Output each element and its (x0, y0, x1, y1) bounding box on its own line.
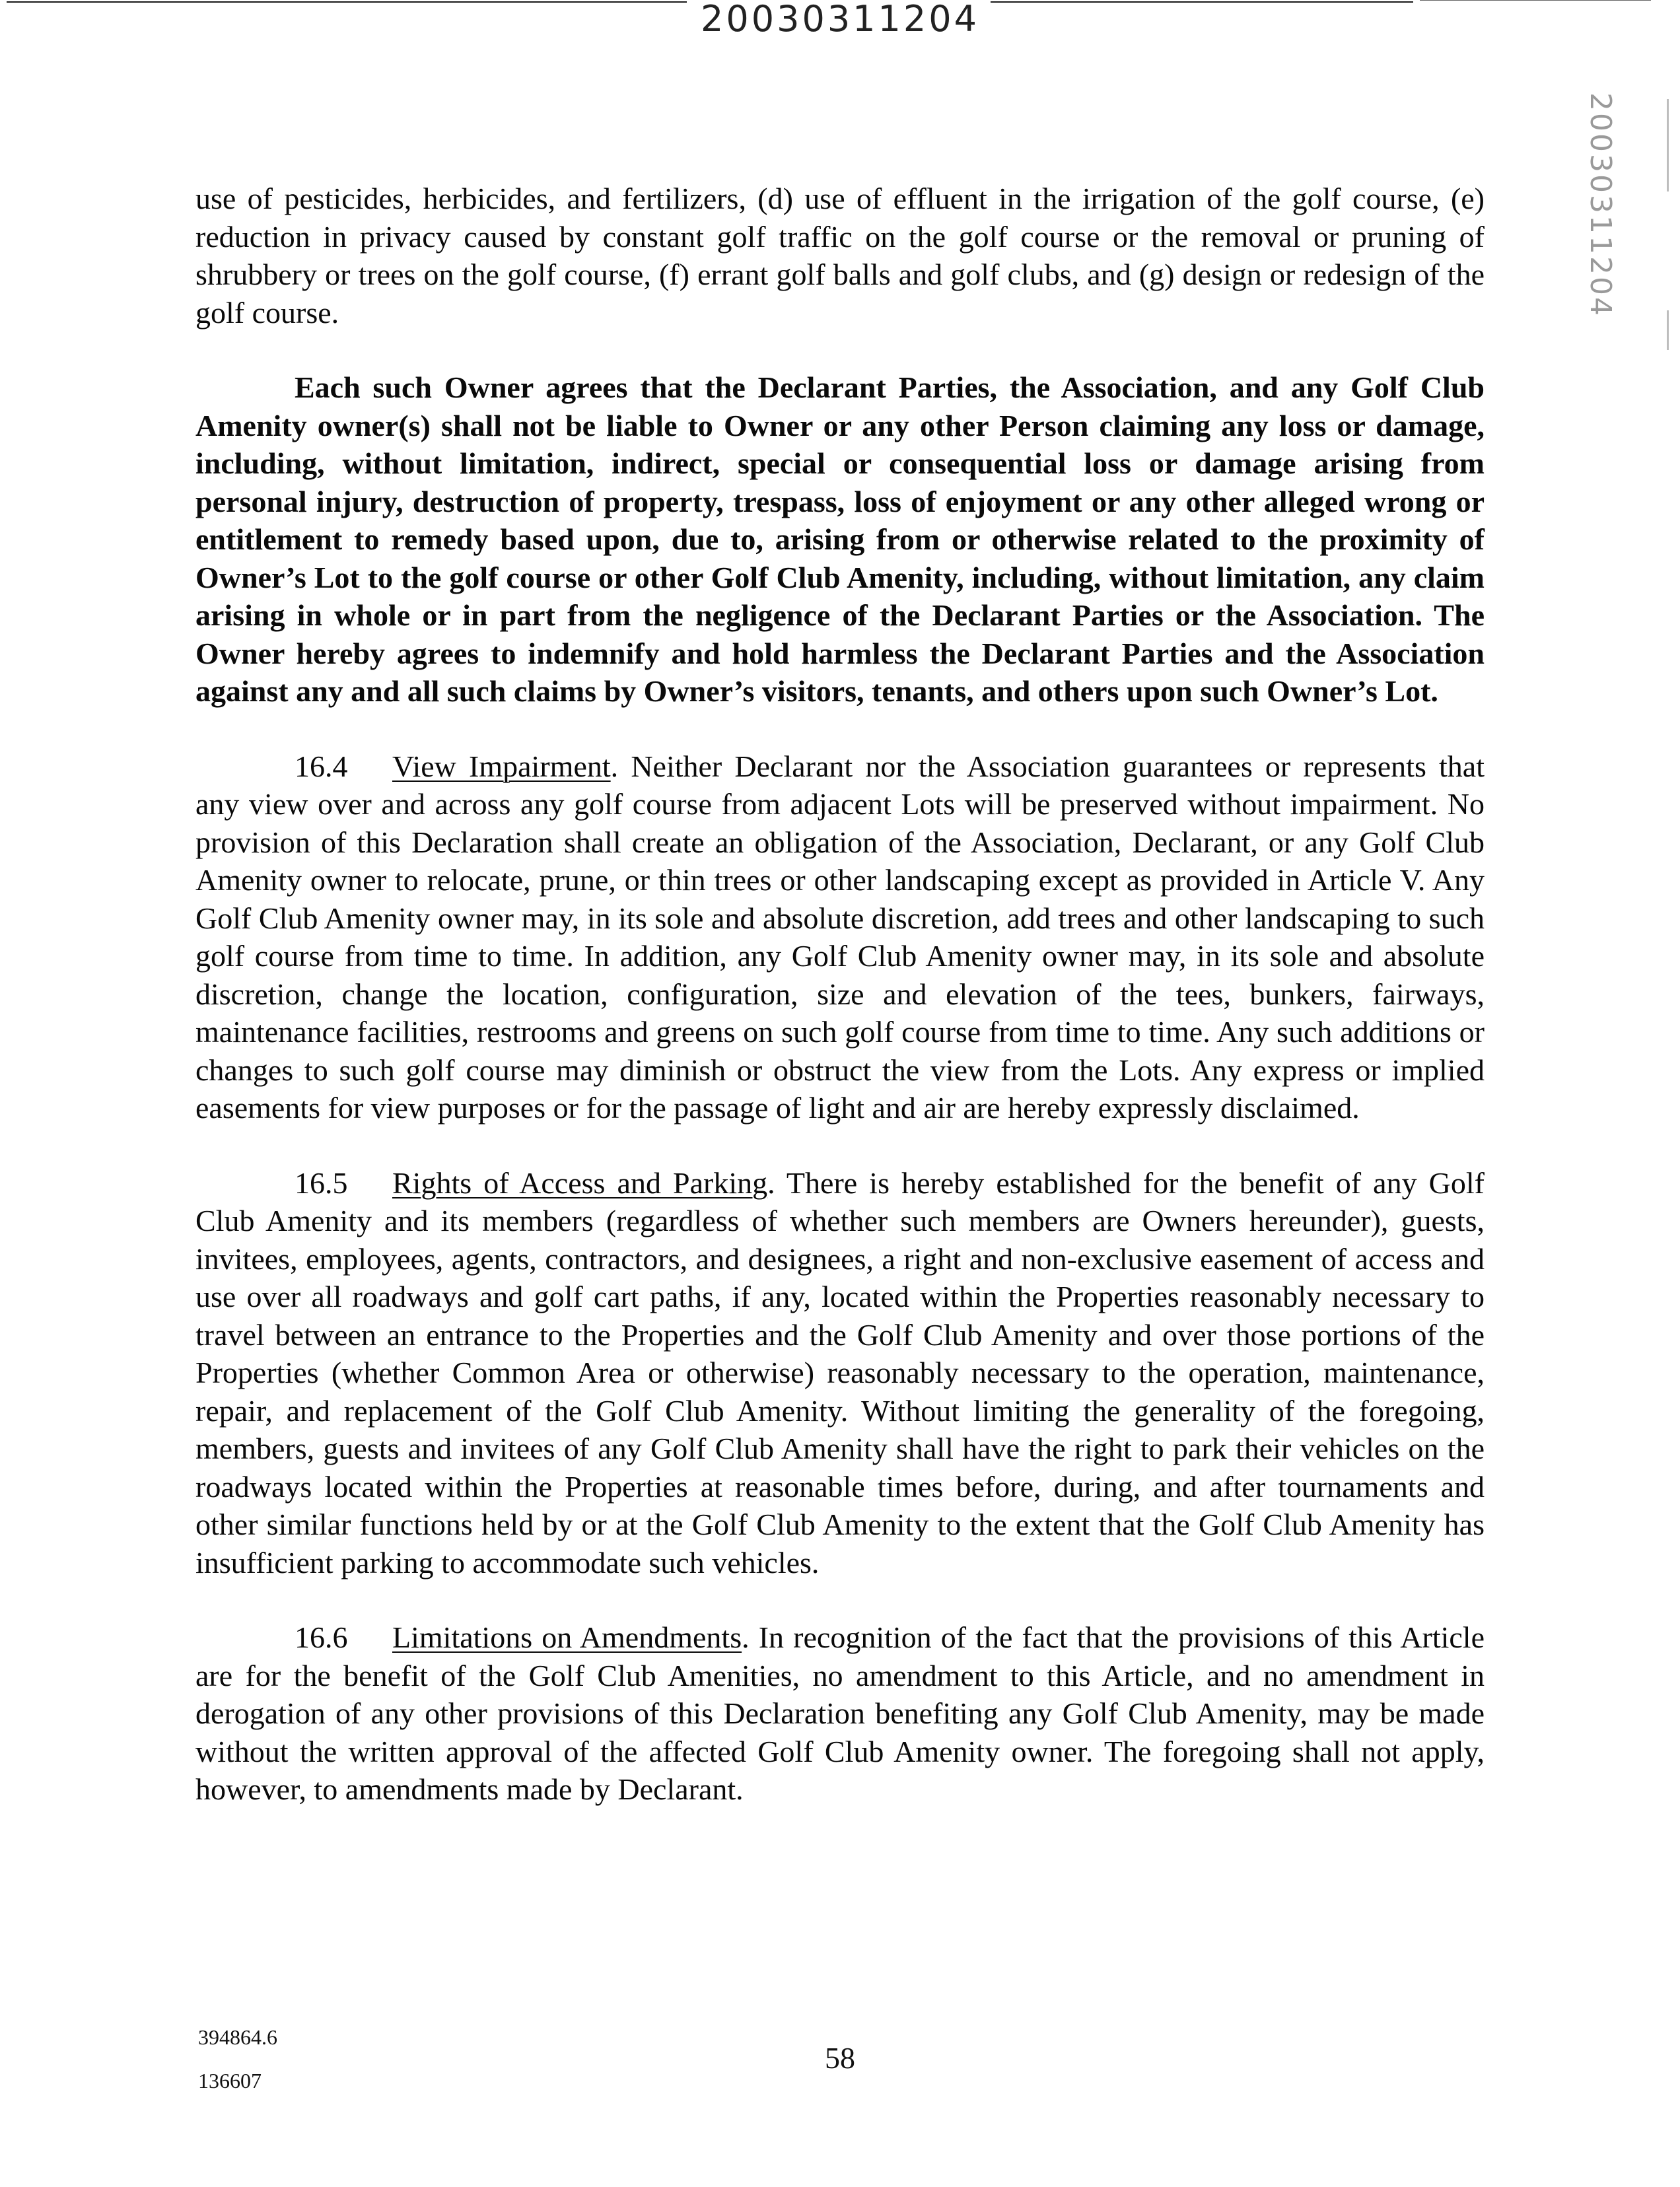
section-title: Rights of Access and Parking (392, 1165, 768, 1200)
section-number: 16.4 (295, 749, 348, 783)
section-16-6 (195, 1618, 1485, 1809)
section-number: 16.6 (295, 1620, 348, 1654)
page-body (195, 180, 1485, 1809)
liability-paragraph: Each such Owner agrees that the Declarant Parties, the Association, and any Golf Club Amenity owner(s) shall not be liable to Owner or any other Person claiming any loss or damage, including, without limitation, indirect, special or consequential loss or damage arising from personal injury, destruction of property, trespass, loss of enjoyment or any other alleged wrong or entitlement to remedy based upon, due to, arising from or otherwise related to the proximity of Owner’s Lot to the golf course or other Golf Club Amenity, including, without limitation, any claim arising in whole or in part from the negligence of the Declarant Parties or the Association. The Owner hereby agrees to indemnify and hold harmless the Declarant Parties and the Association against any and all such claims by Owner’s visitors, tenants, and others upon such Owner’s Lot. (195, 370, 1485, 708)
paragraph-spacer (195, 711, 1485, 747)
section-16-5 (195, 1164, 1485, 1582)
doc-id: 394864.6 (198, 2025, 277, 2049)
page-number: 58 (825, 2041, 855, 2075)
side-stamp (1564, 92, 1636, 318)
section-number: 16.5 (295, 1165, 348, 1200)
section-title: View Impairment (392, 749, 611, 783)
paragraph-spacer (195, 1581, 1485, 1618)
section-title: Limitations on Amendments (392, 1620, 742, 1654)
section-text: . There is hereby established for the benefit of any Golf Club Amenity and its members (regardless of whether such members are Owners hereunder), guests, invitees, employees, agents, contractors, and designees, a right and non-exclusive easement of access and use over all roadways and golf cart paths, if any, located within the Properties reasonably necessary to travel between an entrance to the Properties and the Golf Club Amenity and over those portions of the Properties (whether Common Area or otherwise) reasonably necessary to the operation, maintenance, repair, and replacement of the Golf Club Amenity. Without limiting the generality of the foregoing, members, guests and invitees of any Golf Club Amenity shall have the right to park their vehicles on the roadways located within the Properties at reasonable times before, during, and after tournaments and other similar functions held by or at the Golf Club Amenity to the extent that the Golf Club Amenity has insufficient parking to accommodate such vehicles. (195, 1165, 1485, 1580)
side-stamp-text: 20030311204 (1583, 92, 1617, 318)
section-text: . Neither Declarant nor the Association guarantees or represents that any view over and across any golf course from adjacent Lots will be preserved without impairment. No provision of this Declaration shall create an obligation of the Association, Declarant, or any Golf Club Amenity owner to relocate, prune, or thin trees or other landscaping except as provided in Article V. Any Golf Club Amenity owner may, in its sole and absolute discretion, add trees and other landscaping to such golf course from time to time. In addition, any Golf Club Amenity owner may, in its sole and absolute discretion, change the location, configuration, size and elevation of the tees, bunkers, fairways, maintenance facilities, restrooms and greens on such golf course from time to time. Any such additions or changes to such golf course may diminish or obstruct the view from the Lots. Any express or implied easements for view purposes or for the passage of light and air are hereby expressly disclaimed. (195, 749, 1485, 1125)
continued-paragraph: use of pesticides, herbicides, and fertilizers, (d) use of effluent in the irrigation of the golf course, (e) reduction in privacy caused by constant golf traffic on the golf course or the removal or pruning of shrubbery or trees on the golf course, (f) errant golf balls and golf clubs, and (g) design or redesign of the golf course. (195, 182, 1485, 330)
top-rule-right-thin (1420, 0, 1651, 1)
edge-mark (1667, 99, 1669, 191)
paragraph-spacer (195, 331, 1485, 368)
section-text: . In recognition of the fact that the provisions of this Article are for the benefit of the Golf Club Amenities, no amendment to this Article, and no amendment in derogation of any other provisions of this Declaration benefiting any Golf Club Amenity, may be made without the written approval of the affected Golf Club Amenity owner. The foregoing shall not apply, however, to amendments made by Declarant. (195, 1620, 1485, 1806)
section-16-4 (195, 747, 1485, 1127)
paragraph-spacer (195, 1127, 1485, 1164)
recording-number: 20030311204 (701, 0, 979, 40)
client-id: 136607 (198, 2069, 262, 2093)
edge-mark (1667, 310, 1669, 350)
